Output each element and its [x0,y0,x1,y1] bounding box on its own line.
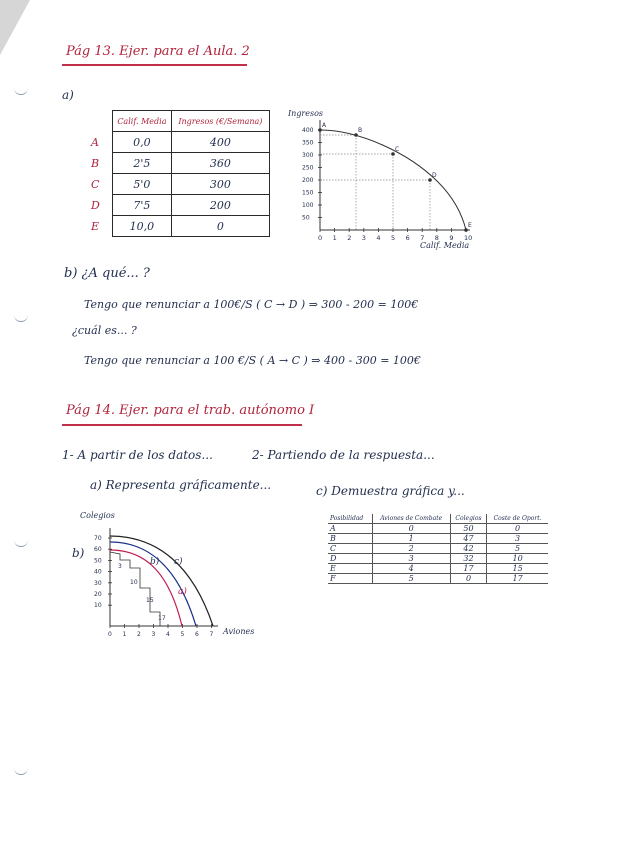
ingresos-cell: 300 [171,174,269,195]
title-underline [62,64,247,66]
table-corner-cell [90,111,113,132]
graph1-xtick-label: 6 [405,234,410,242]
graph2-xtick-label: 1 [122,631,127,638]
cell-posibilidad: D [328,554,372,564]
graph2-ytick-label: 20 [94,591,102,598]
graph2-ytick-label: 70 [94,535,102,542]
step-label: 3 [118,563,122,570]
graph1-point-label: E [468,222,472,229]
question-b: b) ¿A qué... ? [64,266,150,281]
aviones-colegios-table [328,514,548,584]
curve-b [110,542,196,626]
row-label: B [91,156,100,170]
punch-hole [14,313,28,322]
answer-b-line1: Tengo que renunciar a 100€/S ( C → D ) ⇒ 300 - 200 = 100€ [84,298,419,311]
graph1-xtick-label: 5 [391,234,396,242]
header-ingresos: Ingresos (€/Semana) [171,111,269,132]
cell-coste: 0 [487,524,548,534]
table-row [90,153,270,174]
graph2-xtick-label: 7 [209,631,214,638]
graph1-xtick-label: 0 [318,234,323,242]
part-a-label: a) [62,88,74,102]
cell-aviones: 4 [372,564,450,574]
answer-b-line2: Tengo que renunciar a 100 €/S ( A → C ) ⇒ 400 - 300 = 100€ [84,354,421,367]
frontier-graph-1 [288,102,498,254]
ingresos-cell: 200 [171,195,269,216]
cell-aviones: 3 [372,554,450,564]
item-2c: c) Demuestra gráfica y... [316,484,465,498]
item-2: 2- Partiendo de la respuesta... [252,448,435,462]
cell-colegios: 32 [450,554,486,564]
step-label: 15 [146,597,154,604]
step-label: 10 [130,579,138,586]
cell-posibilidad: A [328,524,372,534]
graph2-ytick-label: 40 [94,568,102,576]
graph1-xtick-label: 7 [420,234,425,242]
punch-hole [14,538,28,547]
graph1-point-label: D [432,172,437,179]
table-header-row [90,111,270,132]
cell-coste: 5 [487,544,548,554]
cell-colegios: 17 [450,564,486,574]
item-1: 1- A partir de los datos... [62,448,213,462]
graph2-ytick-label: 60 [94,546,102,554]
graph1-ytick-label: 100 [302,202,314,209]
cell-coste: 17 [487,574,548,584]
graph2-ytick-label: 50 [94,557,102,565]
cell-posibilidad: E [328,564,372,574]
calif-cell: 7'5 [113,195,172,216]
graph1-ytick-label: 200 [302,177,314,184]
graph2-xtick-label: 0 [108,631,112,638]
graph1-xtick-label: 3 [361,234,366,242]
row-label: E [91,219,100,233]
cell-colegios: 42 [450,544,486,554]
graph1-point-label: B [358,127,363,134]
section-title-pag14: Pág 14. Ejer. para el trab. autónomo I [66,403,315,418]
row-label: C [91,177,100,191]
ingresos-cell: 0 [171,216,269,237]
graph1-ytick-label: 300 [302,152,314,159]
graph2-xtick-label: 5 [180,631,185,638]
folded-corner [0,0,30,55]
cell-posibilidad: F [328,574,372,584]
graph2-xtick-label: 3 [151,631,156,638]
calif-ingresos-table [90,110,270,237]
cell-coste: 15 [487,564,548,574]
header-aviones: Aviones de Combate [372,514,450,524]
cell-aviones: 2 [372,544,450,554]
curve-label-b: b) [150,557,160,567]
item-1a: a) Representa gráficamente... [90,478,272,492]
curve-c [110,536,213,626]
graph1-point-label: A [322,122,327,129]
side-label-b: b) [72,546,85,560]
graph1-xtick-label: 4 [376,234,381,242]
frontier-graph-2 [78,506,268,642]
header-posibilidad: Posibilidad [328,514,372,524]
title-underline [62,424,302,426]
graph2-ytick-label: 30 [94,579,102,587]
table-row [328,564,548,574]
cell-colegios: 50 [450,524,486,534]
graph1-ytick-label: 50 [302,214,310,222]
table2-header-row [328,514,548,524]
table-row [328,554,548,564]
graph1-xtick-label: 2 [347,234,352,242]
graph1-xtick-label: 10 [464,234,473,242]
graph1-xtick-label: 9 [449,234,454,242]
calif-cell: 10,0 [113,216,172,237]
graph2-xtick-label: 2 [137,631,141,638]
graph1-xtick-label: 8 [434,234,439,242]
cell-coste: 3 [487,534,548,544]
question-b2: ¿cuál es... ? [72,324,137,337]
curve-label-c: c) [174,557,183,567]
header-calif: Calif. Media [113,111,172,132]
graph1-ytick-label: 400 [302,127,314,134]
ingresos-cell: 400 [171,132,269,153]
graph1-ytick-label: 150 [302,189,314,197]
header-coste: Coste de Oport. [487,514,548,524]
graph2-xtick-label: 6 [195,631,199,638]
cell-posibilidad: C [328,544,372,554]
table-row [328,524,548,534]
row-label: A [91,135,99,149]
punch-hole [14,86,28,95]
curve-label-a: a) [178,587,187,597]
graph2-xtick-label: 4 [166,631,170,638]
table-row [90,216,270,237]
calif-cell: 5'0 [113,174,172,195]
punch-hole [14,766,28,775]
cell-coste: 10 [487,554,548,564]
table-row [90,195,270,216]
graph1-xtick-label: 1 [332,234,337,242]
graph1-ytick-label: 350 [302,139,314,147]
table-row [328,574,548,584]
table-row [328,544,548,554]
section-title-pag13: Pág 13. Ejer. para el Aula. 2 [66,44,250,59]
table-row [90,174,270,195]
cell-aviones: 5 [372,574,450,584]
cell-aviones: 0 [372,524,450,534]
cell-colegios: 47 [450,534,486,544]
table-row [90,132,270,153]
graph1-point-label: C [395,146,400,153]
step-label: 17 [158,615,166,622]
graph2-ytick-label: 10 [94,602,102,610]
calif-cell: 2'5 [113,153,172,174]
cell-colegios: 0 [450,574,486,584]
table-row [328,534,548,544]
graph1-xlabel: Calif. Media [420,241,470,250]
graph2-ylabel: Colegios [80,511,115,520]
graph1-ylabel: Ingresos [288,109,324,118]
ingresos-cell: 360 [171,153,269,174]
calif-cell: 0,0 [113,132,172,153]
cell-posibilidad: B [328,534,372,544]
row-label: D [91,198,100,212]
cell-aviones: 1 [372,534,450,544]
header-colegios: Colegios [450,514,486,524]
graph2-xlabel: Aviones [223,627,255,636]
graph1-ytick-label: 250 [302,164,314,172]
